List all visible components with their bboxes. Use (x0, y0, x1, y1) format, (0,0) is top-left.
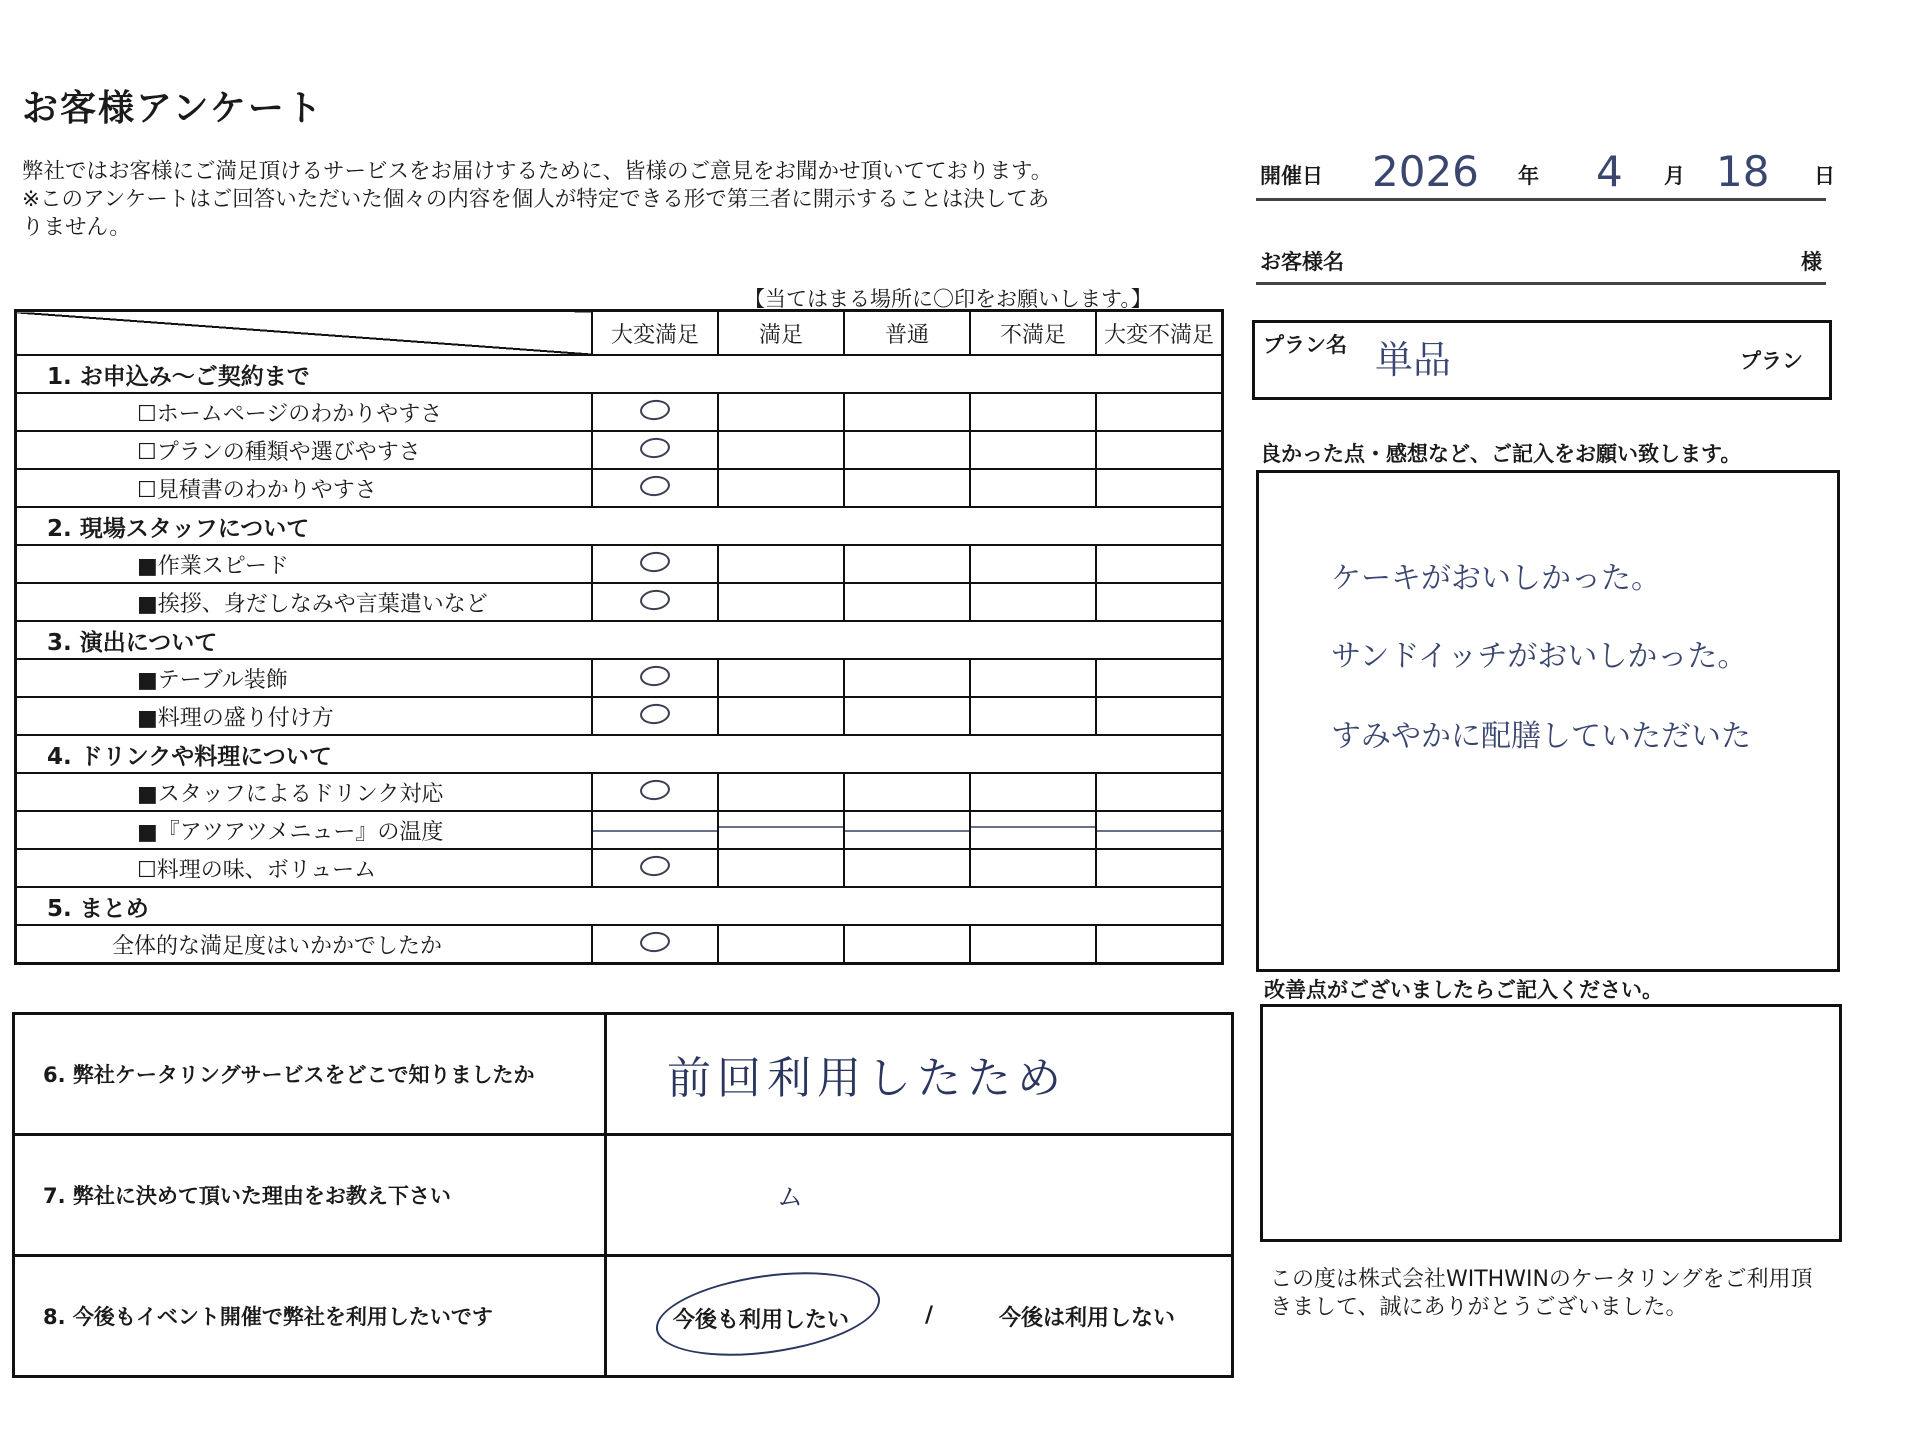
question-row (16, 545, 1223, 583)
rating-cell[interactable] (718, 431, 844, 469)
date-year[interactable]: 2026 (1372, 147, 1479, 196)
rating-cell[interactable] (718, 545, 844, 583)
scale-label: 普通 (844, 311, 970, 356)
circle-mark (639, 588, 671, 611)
circle-mark (639, 664, 671, 687)
rating-cell[interactable] (1096, 545, 1223, 583)
rating-cell[interactable] (718, 583, 844, 621)
corner-cell (16, 311, 593, 356)
scale-header (16, 311, 1223, 356)
intro-text (22, 158, 1222, 242)
circle-mark (639, 854, 671, 877)
rating-cell[interactable] (718, 469, 844, 507)
question-label: ■料理の盛り付け方 (16, 697, 593, 735)
question-label: 6. 弊社ケータリングサービスをどこで知りましたか (14, 1014, 606, 1135)
rating-cell[interactable] (592, 545, 718, 583)
improvements-label: 改善点がございましたらご記入ください。 (1264, 978, 1663, 1002)
answer-q7[interactable]: ム (606, 1135, 1233, 1256)
question-label: ■テーブル装飾 (16, 659, 593, 697)
rating-cell[interactable] (592, 659, 718, 697)
question-row (14, 1014, 1233, 1135)
rating-cell[interactable] (970, 469, 1096, 507)
rating-cell[interactable] (718, 697, 844, 735)
rating-cell[interactable] (844, 469, 970, 507)
plan-name-field (1252, 320, 1832, 400)
rating-cell[interactable] (1096, 659, 1223, 697)
thank-you-note: この度は株式会社WITHWINのケータリングをご利用頂きまして、誠にありがとうございました。 (1270, 1267, 1813, 1320)
rating-cell[interactable] (718, 811, 844, 849)
rating-cell[interactable] (970, 849, 1096, 887)
rating-cell[interactable] (844, 545, 970, 583)
day-unit: 日 (1814, 164, 1835, 188)
rating-cell[interactable] (718, 393, 844, 431)
rating-cell[interactable] (844, 811, 970, 849)
rating-cell[interactable] (592, 925, 718, 964)
option-separator: / (925, 1303, 934, 1328)
customer-suffix: 様 (1801, 250, 1822, 274)
good-points-line: すみやかに配膳していただいた (1331, 719, 1751, 754)
question-label: ☐プランの種類や選びやすさ (16, 431, 593, 469)
rating-cell[interactable] (1096, 925, 1223, 964)
intro-line: 弊社ではお客様にご満足頂けるサービスをお届けするために、皆様のご意見をお聞かせ頂いてております。 (22, 159, 1053, 184)
rating-cell[interactable] (592, 811, 718, 849)
question-label: ■スタッフによるドリンク対応 (16, 773, 593, 811)
question-table (12, 1012, 1234, 1378)
rating-cell[interactable] (1096, 431, 1223, 469)
question-row (16, 811, 1223, 849)
date-day[interactable]: 18 (1716, 147, 1770, 196)
answer-q8 (606, 1256, 1233, 1377)
section-row (16, 621, 1223, 659)
question-row (16, 583, 1223, 621)
plan-label: プラン名 (1263, 333, 1347, 357)
question-label: ■作業スピード (16, 545, 593, 583)
plan-value[interactable]: 単品 (1375, 338, 1452, 382)
question-row (16, 925, 1223, 964)
section-heading: 1. お申込み～ご契約まで (16, 355, 1223, 393)
question-row (16, 469, 1223, 507)
circle-mark (639, 778, 671, 801)
section-row (16, 887, 1223, 925)
question-row (14, 1135, 1233, 1256)
wavy-line-mark (1097, 830, 1221, 832)
rating-cell[interactable] (970, 431, 1096, 469)
circle-mark (639, 398, 671, 421)
section-row (16, 507, 1223, 545)
rating-cell[interactable] (718, 849, 844, 887)
scale-label: 大変満足 (592, 311, 718, 356)
rating-cell[interactable] (970, 925, 1096, 964)
rating-cell[interactable] (844, 393, 970, 431)
plan-suffix: プラン (1740, 349, 1803, 373)
question-label: 8. 今後もイベント開催で弊社を利用したいです (14, 1256, 606, 1377)
intro-line: ※このアンケートはご回答いただいた個々の内容を個人が特定できる形で第三者に開示することは決してあ (22, 187, 1050, 212)
wavy-line-mark (971, 826, 1095, 828)
question-row (16, 659, 1223, 697)
good-points-line: サンドイッチがおいしかった。 (1331, 639, 1748, 674)
rating-cell[interactable] (970, 773, 1096, 811)
rating-cell[interactable] (970, 393, 1096, 431)
rating-table (14, 309, 1224, 965)
section-heading: 2. 現場スタッフについて (16, 507, 1223, 545)
question-row (16, 431, 1223, 469)
year-unit: 年 (1518, 164, 1539, 188)
option-will-not-use[interactable]: 今後は利用しない (999, 1306, 1176, 1331)
date-month[interactable]: 4 (1596, 147, 1623, 196)
rating-cell[interactable] (592, 849, 718, 887)
instruction: 【当てはまる場所に〇印をお願いします。】 (744, 287, 1152, 311)
month-unit: 月 (1664, 164, 1685, 188)
scale-label: 不満足 (970, 311, 1096, 356)
rating-cell[interactable] (970, 811, 1096, 849)
circle-mark (639, 436, 671, 459)
rating-cell[interactable] (1096, 583, 1223, 621)
rating-cell[interactable] (970, 659, 1096, 697)
rating-cell[interactable] (592, 431, 718, 469)
question-label: ☐ホームページのわかりやすさ (16, 393, 593, 431)
customer-label: お客様名 (1260, 250, 1344, 274)
section-row (16, 355, 1223, 393)
event-date-field (1256, 147, 1835, 201)
rating-cell[interactable] (844, 659, 970, 697)
rating-cell[interactable] (844, 773, 970, 811)
rating-cell[interactable] (1096, 773, 1223, 811)
question-label: 7. 弊社に決めて頂いた理由をお教え下さい (14, 1135, 606, 1256)
rating-cell[interactable] (592, 393, 718, 431)
wavy-line-mark (719, 826, 843, 828)
rating-cell[interactable] (1096, 849, 1223, 887)
rating-cell[interactable] (1096, 393, 1223, 431)
question-row (16, 697, 1223, 735)
section-row (16, 735, 1223, 773)
rating-cell[interactable] (592, 469, 718, 507)
date-label: 開催日 (1260, 164, 1323, 188)
question-label: ☐見積書のわかりやすさ (16, 469, 593, 507)
good-points-label: 良かった点・感想など、ご記入をお願い致します。 (1260, 442, 1742, 466)
question-label: ■『アツアツメニュー』の温度 (16, 811, 593, 849)
rating-cell[interactable] (592, 697, 718, 735)
question-label: 全体的な満足度はいかかでしたか (16, 925, 593, 964)
section-heading: 3. 演出について (16, 621, 1223, 659)
question-row (16, 849, 1223, 887)
rating-cell[interactable] (592, 583, 718, 621)
good-points-box[interactable] (1256, 470, 1840, 972)
rating-cell[interactable] (718, 659, 844, 697)
rating-cell[interactable] (1096, 469, 1223, 507)
circle-mark (639, 474, 671, 497)
good-points-line: ケーキがおいしかった。 (1331, 561, 1661, 596)
page-title: お客様アンケート (22, 88, 324, 129)
rating-cell[interactable] (718, 925, 844, 964)
circle-mark (639, 930, 671, 953)
rating-cell[interactable] (844, 431, 970, 469)
question-row (14, 1256, 1233, 1377)
question-row (16, 393, 1223, 431)
rating-cell[interactable] (844, 697, 970, 735)
rating-cell[interactable] (1096, 811, 1223, 849)
scale-label: 満足 (718, 311, 844, 356)
intro-line: りません。 (22, 215, 131, 240)
rating-cell[interactable] (970, 697, 1096, 735)
rating-cell[interactable] (844, 925, 970, 964)
section-heading: 4. ドリンクや料理について (16, 735, 1223, 773)
option-will-use[interactable]: 今後も利用したい (673, 1308, 850, 1333)
rating-cell[interactable] (718, 773, 844, 811)
question-row (16, 773, 1223, 811)
rating-cell[interactable] (592, 773, 718, 811)
question-label: ■挨拶、身だしなみや言葉遣いなど (16, 583, 593, 621)
customer-name-field (1256, 244, 1826, 285)
question-label: ☐料理の味、ボリューム (16, 849, 593, 887)
rating-cell[interactable] (970, 545, 1096, 583)
rating-cell[interactable] (970, 583, 1096, 621)
improvements-box[interactable] (1260, 1004, 1842, 1242)
wavy-line-mark (593, 830, 717, 832)
answer-q6[interactable]: 前回利用したため (606, 1014, 1233, 1135)
scale-label: 大変不満足 (1096, 311, 1223, 356)
rating-cell[interactable] (844, 583, 970, 621)
wavy-line-mark (845, 830, 969, 832)
circle-mark (639, 550, 671, 573)
circle-mark (639, 702, 671, 725)
rating-cell[interactable] (1096, 697, 1223, 735)
section-heading: 5. まとめ (16, 887, 1223, 925)
rating-cell[interactable] (844, 849, 970, 887)
